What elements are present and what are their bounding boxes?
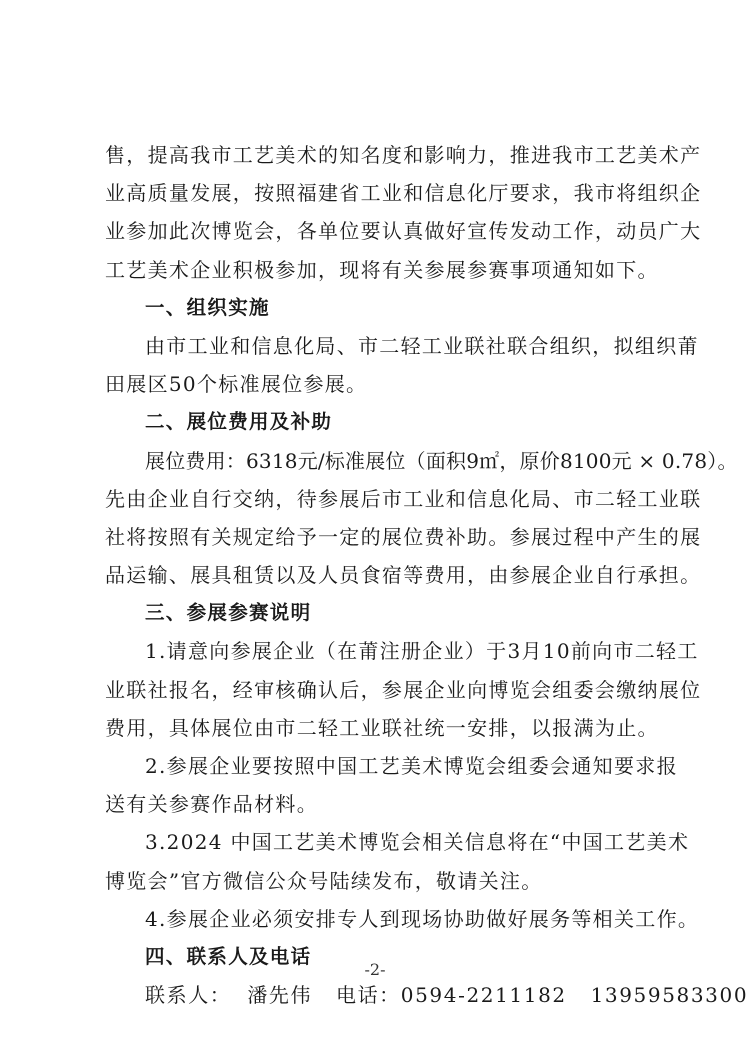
paragraph-line: 博览会”官方微信公众号陆续发布，敬请关注。 xyxy=(105,868,543,893)
contact-line: 联系人： 潘先伟 电话：0594-2211182 13959583300 xyxy=(145,983,749,1008)
section-heading-3: 三、参展参赛说明 xyxy=(145,601,312,625)
page-number: -2- xyxy=(364,960,386,979)
paragraph-line: 先由企业自行交纳，待参展后市工业和信息化局、市二轻工业联 xyxy=(105,486,702,511)
paragraph-line: 送有关参赛作品材料。 xyxy=(105,792,318,817)
paragraph-line: 展位费用：6318元/标准展位（面积9㎡，原价8100元 × 0.78）。 xyxy=(145,448,738,473)
paragraph-line: 业高质量发展，按照福建省工业和信息化厅要求，我市将组织企 xyxy=(105,181,702,206)
paragraph-line: 售，提高我市工艺美术的知名度和影响力，推进我市工艺美术产 xyxy=(105,143,702,167)
paragraph-line: 工艺美术企业积极参加，现将有关参展参赛事项通知如下。 xyxy=(105,257,659,282)
section-heading-1: 一、组织实施 xyxy=(145,295,270,319)
paragraph-line: 由市工业和信息化局、市二轻工业联社联合组织，拟组织莆 xyxy=(145,333,699,358)
paragraph-line: 田展区50个标准展位参展。 xyxy=(105,372,368,397)
paragraph-line: 品运输、展具租赁以及人员食宿等费用，由参展企业自行承担。 xyxy=(105,563,702,588)
paragraph-line: 3.2024 中国工艺美术博览会相关信息将在“中国工艺美术 xyxy=(145,830,690,855)
paragraph-line: 费用，具体展位由市二轻工业联社统一安排，以报满为止。 xyxy=(105,715,659,740)
paragraph-line: 4.参展企业必须安排专人到现场协助做好展务等相关工作。 xyxy=(145,906,700,931)
document-body xyxy=(105,136,749,1014)
paragraph-line: 社将按照有关规定给予一定的展位费补助。参展过程中产生的展 xyxy=(105,524,702,549)
paragraph-line: 2.参展企业要按照中国工艺美术博览会组委会通知要求报 xyxy=(145,754,678,778)
section-heading-4: 四、联系人及电话 xyxy=(145,944,312,968)
paragraph-line: 业联社报名，经审核确认后，参展企业向博览会组委会缴纳展位 xyxy=(105,677,702,702)
paragraph-line: 业参加此次博览会，各单位要认真做好宣传发动工作，动员广大 xyxy=(105,219,702,244)
section-heading-2: 二、展位费用及补助 xyxy=(145,410,333,434)
paragraph-line: 1.请意向参展企业（在莆注册企业）于3月10前向市二轻工 xyxy=(145,639,699,664)
